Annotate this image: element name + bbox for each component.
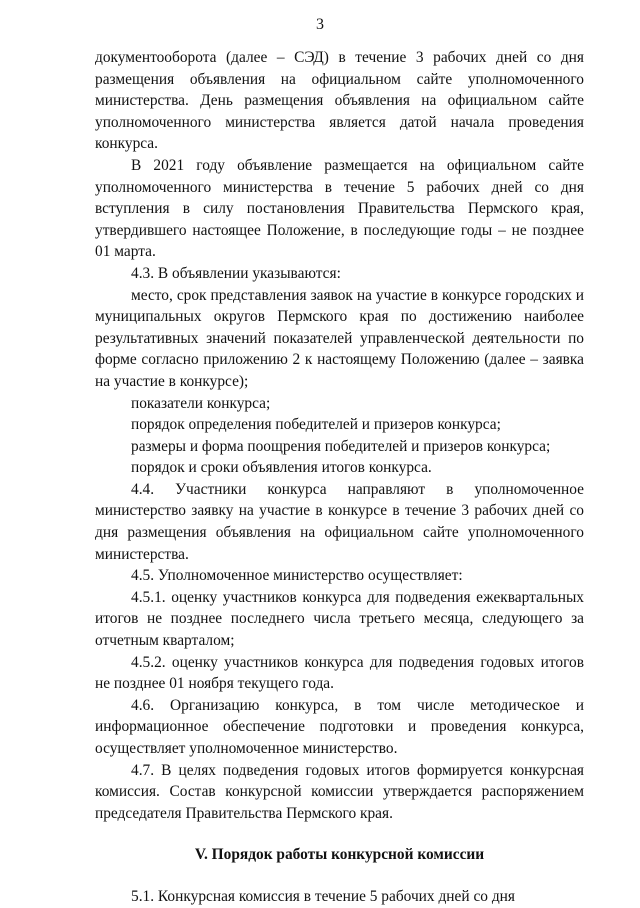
paragraph: В 2021 году объявление размещается на официальном сайте уполномоченного министерства в течение 5 рабочих дней со дня вступления в силу постановления Правительства Пермского края, утвердившего настоящее Положение, в последующие годы – не позднее 01 марта.	[95, 156, 584, 261]
paragraph: документооборота (далее – СЭД) в течение 3 рабочих дней со дня размещения объявления на официальном сайте уполномоченного министерства. День размещения объявления на официальном сайте уполномоченного министерства является датой начала проведения конкурса.	[95, 49, 584, 153]
paragraph: 4.5.2. оценку участников конкурса для подведения годовых итогов не позднее 01 ноября текущего года.	[95, 653, 584, 693]
list-item: показатели конкурса;	[131, 394, 271, 412]
paragraph: 5.1. Конкурсная комиссия в течение 5 рабочих дней со дня	[131, 887, 515, 905]
paragraph: 4.6. Организацию конкурса, в том числе методическое и информационное обеспечение подготовки и проведения конкурса, осуществляет уполномоченное министерство.	[95, 696, 584, 757]
page-number: 3	[316, 16, 324, 33]
paragraph: 4.3. В объявлении указываются:	[131, 264, 341, 282]
section-heading: V. Порядок работы конкурсной комиссии	[194, 846, 485, 864]
paragraph: 4.4. Участники конкурса направляют в уполномоченное министерство заявку на участие в конкурсе в течение 3 рабочих дней со дня размещения объявления на официальном сайте уполномоченного министерства.	[95, 480, 584, 563]
paragraph: 4.5. Уполномоченное министерство осуществляет:	[131, 567, 463, 585]
document-body	[95, 47, 584, 908]
list-item: порядок и сроки объявления итогов конкурса.	[131, 459, 432, 477]
paragraph: 4.7. В целях подведения годовых итогов формируется конкурсная комиссия. Состав конкурсной комиссии утверждается распоряжением председателя Правительства Пермского края.	[95, 761, 584, 822]
list-item: порядок определения победителей и призеров конкурса;	[131, 416, 501, 434]
paragraph: 4.5.1. оценку участников конкурса для подведения ежеквартальных итогов не позднее последнего числа третьего месяца, следующего за отчетным кварталом;	[95, 588, 584, 650]
list-item: размеры и форма поощрения победителей и призеров конкурса;	[131, 437, 551, 455]
paragraph: место, срок представления заявок на участие в конкурсе городских и муниципальных округов Пермского края по достижению наиболее результативных значений показателей управленческой деятельности по форме согласно приложению 2 к настоящему Положению (далее – заявка на участие в конкурсе);	[95, 286, 584, 390]
